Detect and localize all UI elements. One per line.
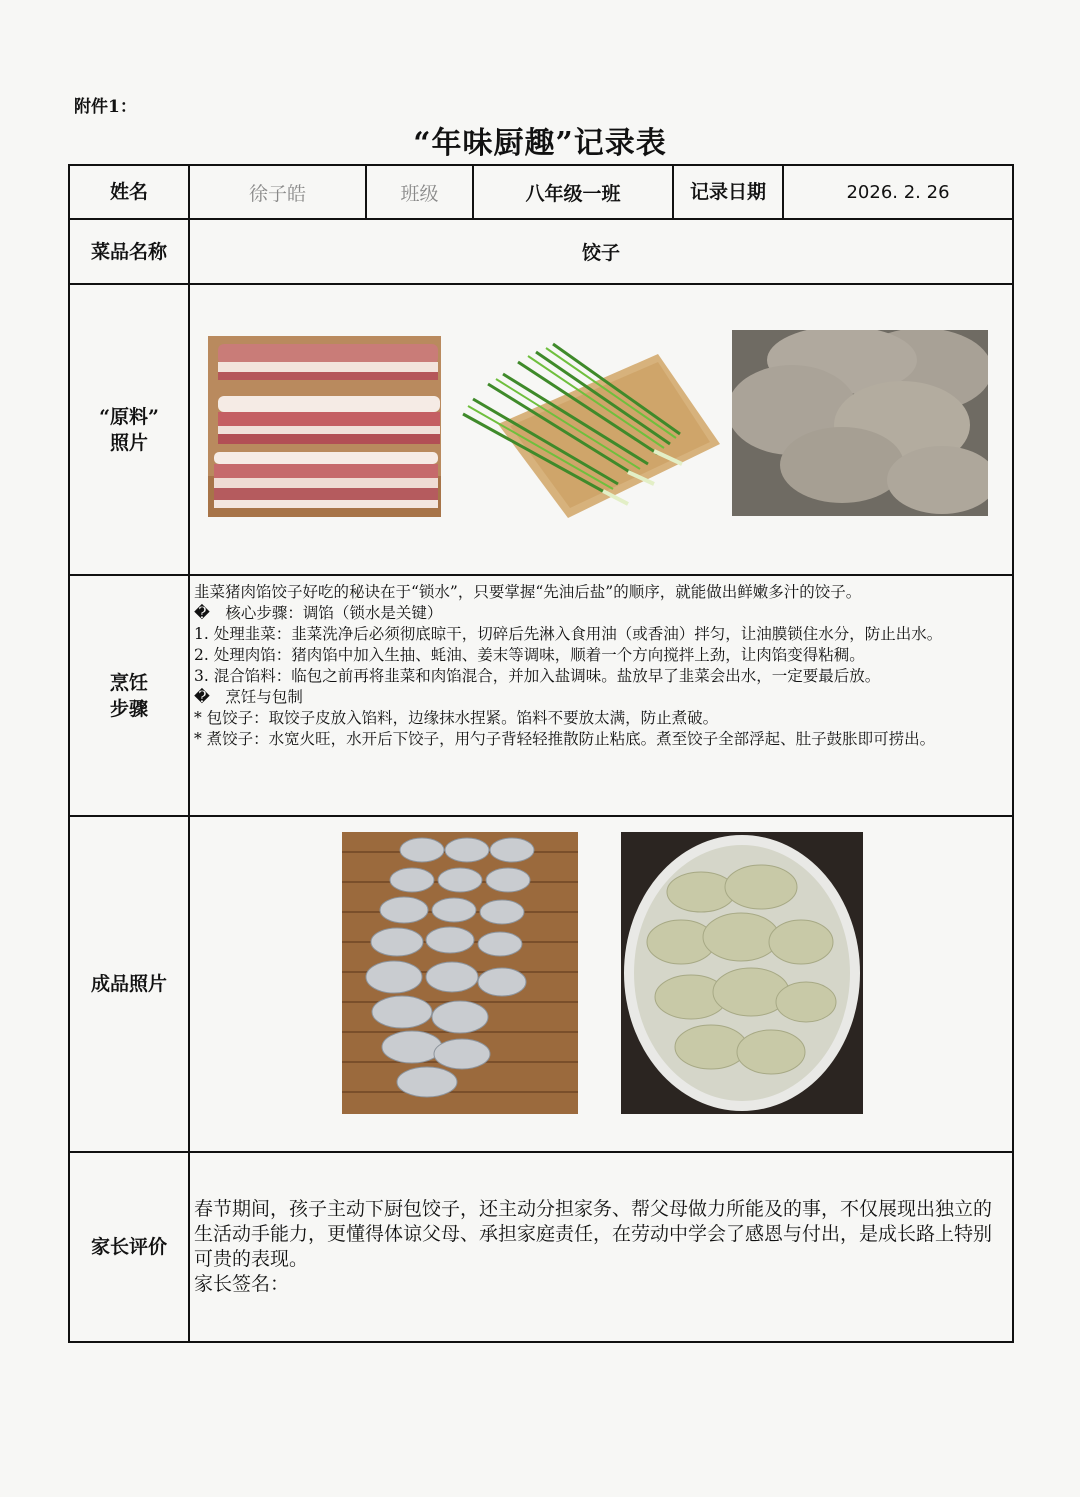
steps-label-line2: 步骤 (109, 697, 148, 720)
dumpling-wrappers-photo (732, 330, 988, 516)
dish-label: 菜品名称 (69, 219, 189, 284)
chives-photo (458, 334, 720, 518)
name-label: 姓名 (69, 165, 189, 219)
ingredients-label (69, 284, 189, 575)
steps-text (189, 575, 1013, 816)
evaluation-label: 家长评价 (69, 1152, 189, 1342)
pork-belly-photo (208, 336, 441, 517)
attachment-label: 附件1： (74, 97, 137, 117)
ingredients-photos (189, 284, 1013, 575)
ingredients-label-line2: 照片 (109, 431, 148, 454)
evaluation-text-cell (189, 1152, 1013, 1342)
evaluation-row (69, 1152, 1013, 1342)
finished-label: 成品照片 (69, 816, 189, 1152)
cooked-dumplings-photo (621, 832, 863, 1114)
steps-bullet-wrap: * 包饺子：取饺子皮放入馅料，边缘抹水捏紧。馅料不要放太满，防止煮破。 (194, 709, 719, 727)
finished-photos (189, 816, 1013, 1152)
raw-dumplings-photo (342, 832, 578, 1114)
evaluation-text: 春节期间，孩子主动下厨包饺子，还主动分担家务、帮父母做力所能及的事，不仅展现出独立的生活动手能力，更懂得体谅父母、承担家庭责任，在劳动中学会了感恩与付出，是成长路上特别可贵的表现。 (194, 1198, 993, 1270)
steps-item-3: 3. 混合馅料：临包之前再将韭菜和肉馅混合，并加入盐调味。盐放早了韭菜会出水，一定要最后放。 (194, 667, 881, 685)
dish-value: 饺子 (189, 219, 1013, 284)
class-value: 八年级一班 (473, 165, 673, 219)
steps-heading-cook: � 烹饪与包制 (194, 688, 303, 706)
steps-label (69, 575, 189, 816)
page-title: “年味厨趣”记录表 (413, 126, 667, 161)
header-row (69, 165, 1013, 219)
steps-bullet-boil: * 煮饺子：水宽火旺，水开后下饺子，用勺子背轻轻推散防止粘底。煮至饺子全部浮起、肚子鼓胀即可捞出。 (194, 730, 936, 748)
steps-item-1: 1. 处理韭菜：韭菜洗净后必须彻底晾干，切碎后先淋入食用油（或香油）拌匀，让油膜锁住水分，防止出水。 (194, 625, 943, 643)
date-value: 2026. 2. 26 (783, 165, 1013, 219)
date-label: 记录日期 (673, 165, 783, 219)
dish-row (69, 219, 1013, 284)
class-label: 班级 (366, 165, 473, 219)
steps-heading-core: � 核心步骤：调馅（锁水是关键） (194, 604, 443, 622)
name-value: 徐子皓 (189, 165, 366, 219)
steps-row (69, 575, 1013, 816)
signature-label: 家长签名： (194, 1273, 290, 1295)
ingredients-label-line1: “原料” (99, 405, 159, 428)
steps-intro: 韭菜猪肉馅饺子好吃的秘诀在于“锁水”，只要掌握“先油后盐”的顺序，就能做出鲜嫩多汁的饺子。 (194, 583, 862, 601)
record-form-table (68, 164, 1014, 1343)
steps-label-line1: 烹饪 (109, 671, 148, 694)
ingredients-row (69, 284, 1013, 575)
steps-item-2: 2. 处理肉馅：猪肉馅中加入生抽、蚝油、姜末等调味，顺着一个方向搅拌上劲，让肉馅变得粘稠。 (194, 646, 865, 664)
finished-row (69, 816, 1013, 1152)
